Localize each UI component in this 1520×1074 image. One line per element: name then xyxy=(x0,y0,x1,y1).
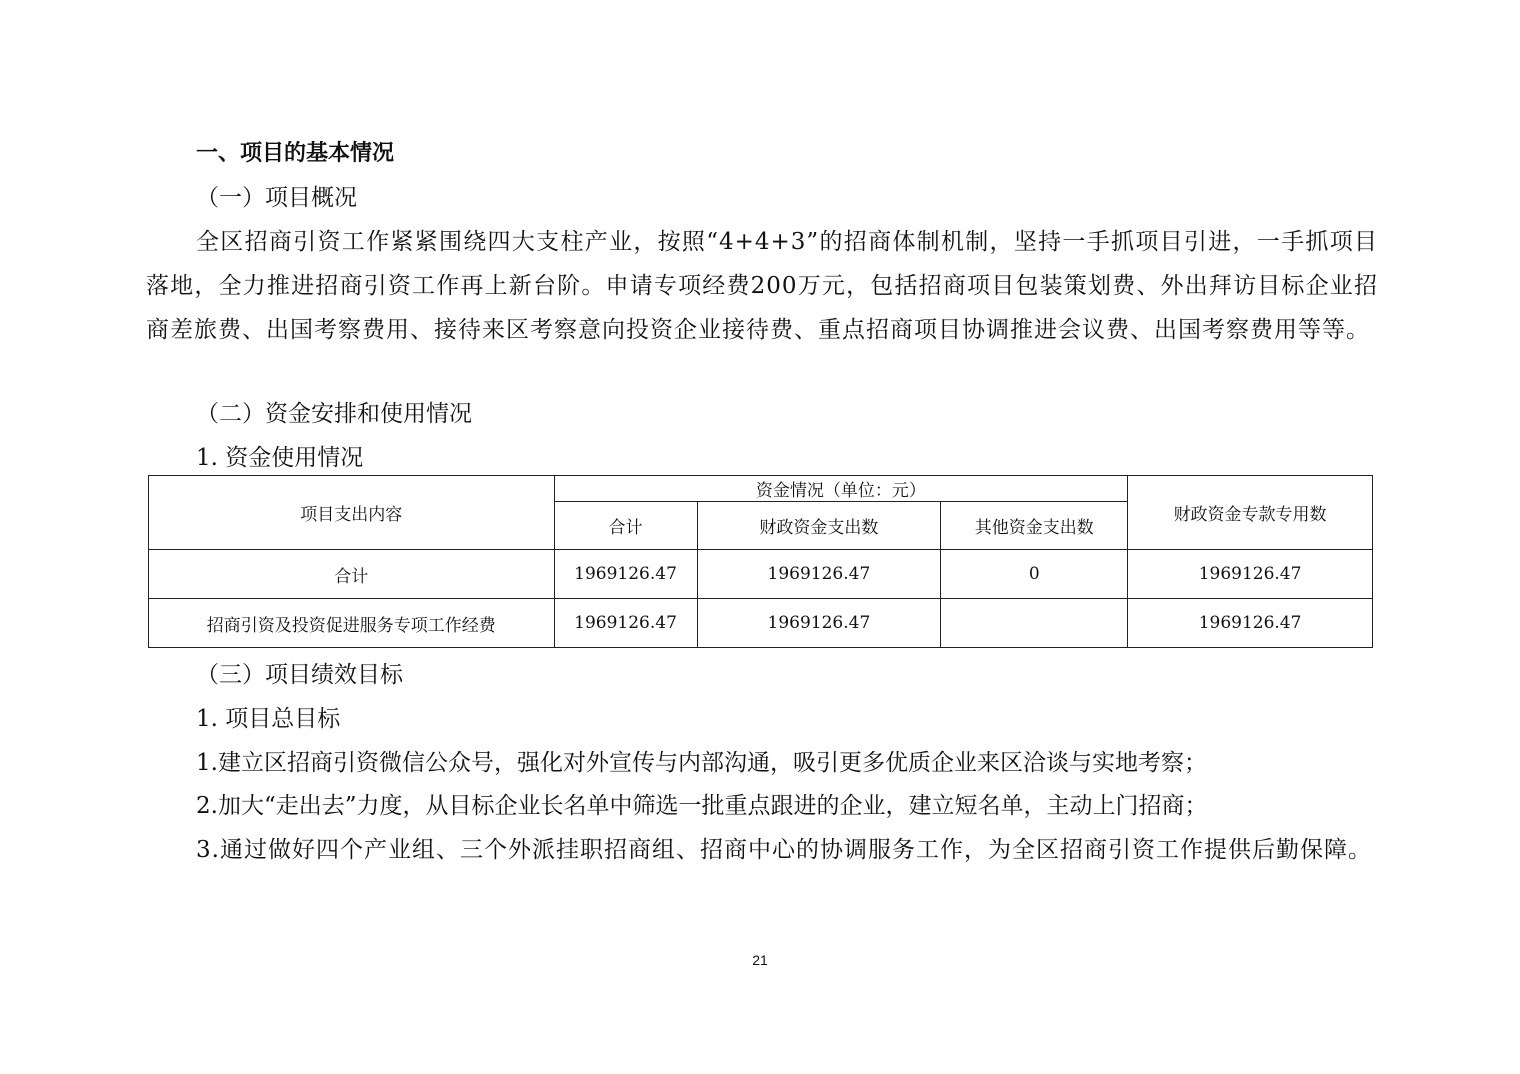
header-special: 财政资金专款专用数 xyxy=(1128,476,1373,550)
subheading-overview: （一）项目概况 xyxy=(196,185,357,211)
subheading-funds: （二）资金安排和使用情况 xyxy=(196,401,472,427)
cell-special: 1969126.47 xyxy=(1128,599,1373,648)
cell-fiscal: 1969126.47 xyxy=(697,599,941,648)
cell-other: 0 xyxy=(941,550,1128,599)
cell-total: 1969126.47 xyxy=(554,599,697,648)
cell-total: 1969126.47 xyxy=(554,550,697,599)
header-fund-group: 资金情况（单位：元） xyxy=(554,476,1128,502)
overview-paragraph: 全区招商引资工作紧紧围绕四大支柱产业，按照“4+4+3”的招商体制机制，坚持一手抓项目引进，一手抓项目落地，全力推进招商引资工作再上新台阶。申请专项经费200万元，包括招商项目包装策划费、外出拜访目标企业招商差旅费、出国考察费用、接待来区考察意向投资企业接待费、重点招商项目协调推进会议费、出国考察费用等等。 xyxy=(146,229,1378,343)
cell-item: 招商引资及投资促进服务专项工作经费 xyxy=(149,599,555,648)
header-other: 其他资金支出数 xyxy=(941,502,1128,550)
header-fiscal: 财政资金支出数 xyxy=(697,502,941,550)
section-heading: 一、项目的基本情况 xyxy=(196,141,395,166)
goal-item: 3.通过做好四个产业组、三个外派挂职招商组、招商中心的协调服务工作，为全区招商引资工作提供后勤保障。 xyxy=(196,837,1372,863)
header-item: 项目支出内容 xyxy=(149,476,555,550)
cell-item: 合计 xyxy=(149,550,555,599)
cell-fiscal: 1969126.47 xyxy=(697,550,941,599)
item-fund-usage: 1. 资金使用情况 xyxy=(196,445,364,471)
goal-item: 1.建立区招商引资微信公众号，强化对外宣传与内部沟通，吸引更多优质企业来区洽谈与实地考察； xyxy=(196,750,1207,776)
subheading-goals: （三）项目绩效目标 xyxy=(196,662,403,688)
item-overall-goal: 1. 项目总目标 xyxy=(196,706,341,732)
page-number: 21 xyxy=(752,952,768,968)
cell-other xyxy=(941,599,1128,648)
fund-usage-table xyxy=(148,475,1373,648)
table-header-row xyxy=(149,476,1373,502)
table-row xyxy=(149,599,1373,648)
goal-item: 2.加大“走出去”力度，从目标企业长名单中筛选一批重点跟进的企业，建立短名单，主动上门招商； xyxy=(196,793,1208,819)
header-total: 合计 xyxy=(554,502,697,550)
table-row xyxy=(149,550,1373,599)
cell-special: 1969126.47 xyxy=(1128,550,1373,599)
